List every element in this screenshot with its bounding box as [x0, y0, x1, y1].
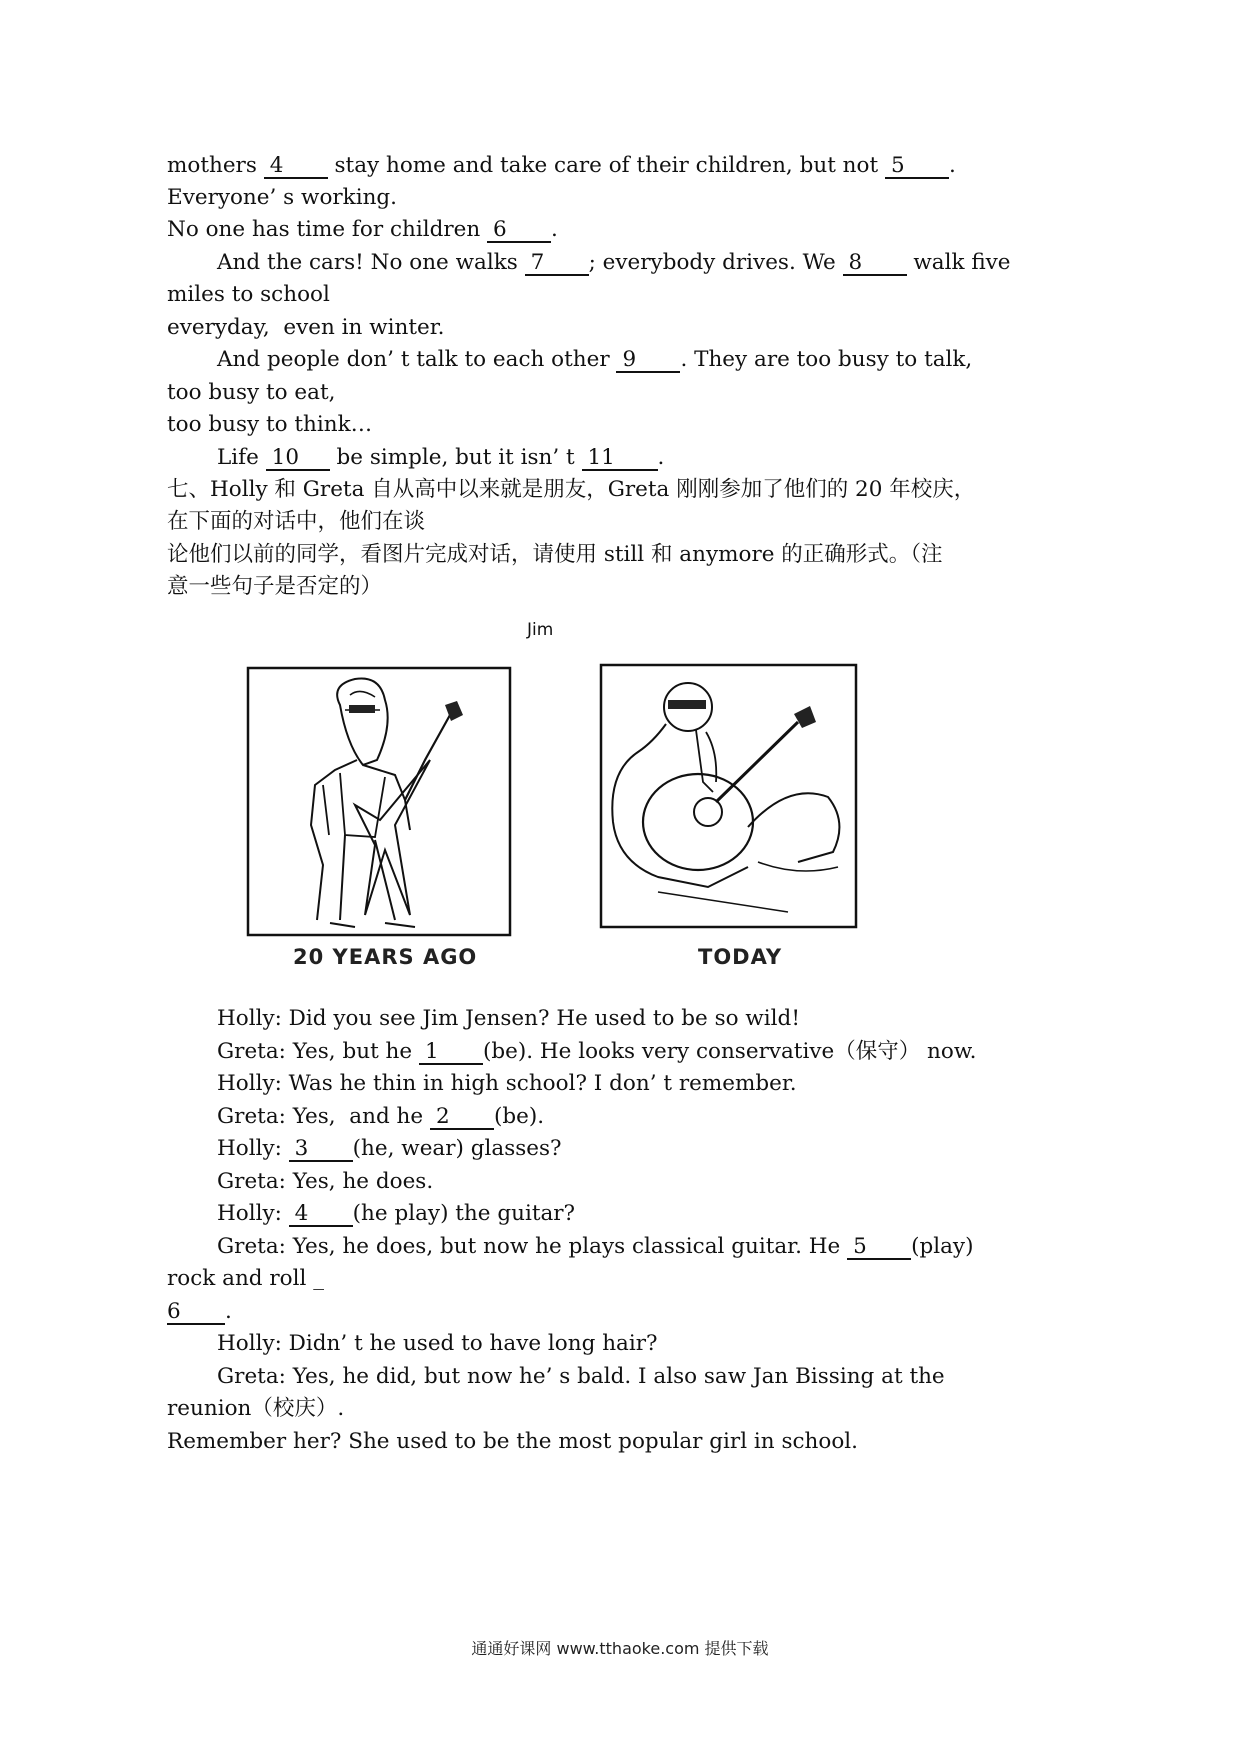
dialogue-line: Holly: Was he thin in high school? I don’ t remember.: [217, 1071, 797, 1096]
dialogue-line: Remember her? She used to be the most popular girl in school.: [167, 1429, 859, 1454]
answer-blank[interactable]: 7: [525, 252, 589, 276]
answer-blank[interactable]: 6: [487, 219, 551, 243]
caption-20-years-ago: 20 YEARS AGO: [293, 945, 478, 969]
answer-blank[interactable]: 5: [885, 155, 949, 179]
answer-blank[interactable]: 10: [266, 447, 330, 471]
passage-line: No one has time for children 6 .: [167, 217, 558, 242]
dialogue-line: Holly: Didn’ t he used to have long hair?: [217, 1331, 658, 1356]
dialogue-line: Greta: Yes, he did, but now he’ s bald. I also saw Jan Bissing at the: [217, 1364, 945, 1389]
passage-line: everyday, even in winter.: [167, 315, 445, 340]
passage-line: miles to school: [167, 282, 330, 307]
answer-blank[interactable]: 6: [167, 1301, 225, 1325]
answer-blank[interactable]: 9: [616, 349, 680, 373]
answer-blank[interactable]: 4: [289, 1203, 353, 1227]
illustration-20-years-ago: [245, 665, 515, 940]
answer-blank[interactable]: 2: [430, 1106, 494, 1130]
passage-line: Everyone’ s working.: [167, 185, 398, 210]
answer-blank[interactable]: 8: [843, 252, 907, 276]
answer-blank[interactable]: 3: [289, 1138, 353, 1162]
section-heading: 七、Holly 和 Greta 自从高中以来就是朋友，Greta 刚刚参加了他们的 20 年校庆，: [167, 477, 976, 502]
dialogue-line: Greta: Yes, he does.: [217, 1169, 434, 1194]
answer-blank[interactable]: 4: [264, 155, 328, 179]
answer-blank[interactable]: 11: [582, 447, 658, 471]
page-footer: 通通好课网 www.tthaoke.com 提供下载: [471, 1639, 769, 1658]
passage-line: And the cars! No one walks 7 ; everybody drives. We 8 walk five: [217, 250, 1011, 275]
dialogue-line: Holly: 4 (he play) the guitar?: [217, 1201, 576, 1226]
illustration-today: [598, 662, 860, 932]
caption-today: TODAY: [698, 945, 783, 969]
passage-line: too busy to eat,: [167, 380, 336, 405]
section-instruction: 论他们以前的同学，看图片完成对话，请使用 still 和 anymore 的正确形式。（注: [167, 542, 943, 567]
dialogue-line: Holly: 3 (he, wear) glasses?: [217, 1136, 562, 1161]
dialogue-line: Holly: Did you see Jim Jensen? He used to be so wild!: [217, 1006, 800, 1031]
passage-line: too busy to think…: [167, 412, 373, 437]
dialogue-line: reunion（校庆）.: [167, 1396, 345, 1421]
answer-blank[interactable]: 1: [419, 1041, 483, 1065]
dialogue-line: Greta: Yes, and he 2 (be).: [217, 1104, 545, 1129]
figure-name: Jim: [527, 620, 554, 640]
dialogue-line: Greta: Yes, he does, but now he plays classical guitar. He 5 (play): [217, 1234, 974, 1259]
answer-blank[interactable]: 5: [847, 1236, 911, 1260]
passage-line: mothers 4 stay home and take care of their children, but not 5 .: [167, 153, 956, 178]
dialogue-line: rock and roll _: [167, 1266, 324, 1291]
dialogue-line: Greta: Yes, but he 1 (be). He looks very conservative（保守） now.: [217, 1039, 977, 1064]
passage-line: And people don’ t talk to each other 9 . They are too busy to talk,: [217, 347, 973, 372]
passage-line: Life 10 be simple, but it isn’ t 11 .: [217, 445, 665, 470]
dialogue-line: 6 .: [167, 1299, 232, 1324]
section-instruction: 在下面的对话中，他们在谈: [167, 509, 426, 534]
section-instruction: 意一些句子是否定的）: [167, 574, 383, 599]
